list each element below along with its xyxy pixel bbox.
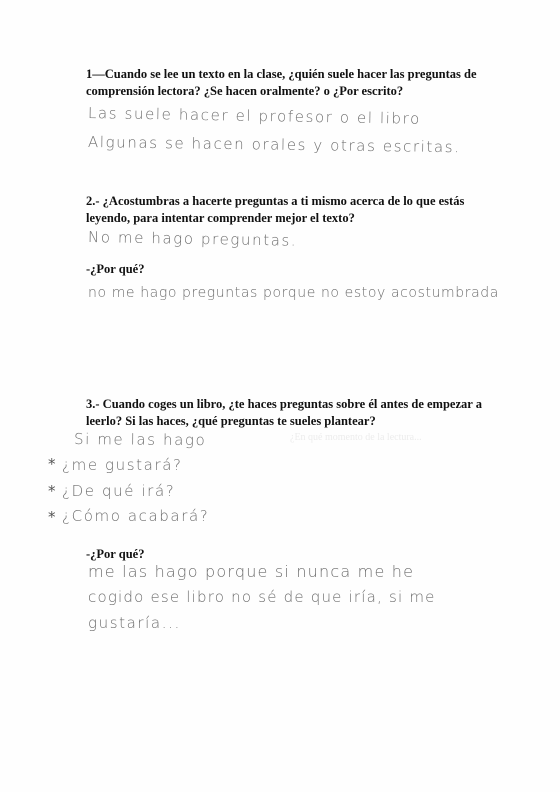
answer-3-why-line-2: cogido ese libro no sé de que iría, si me (88, 588, 436, 606)
answer-3-why-line-3: gustaría... (88, 614, 181, 632)
question-3-why-label: -¿Por qué? (86, 547, 145, 561)
question-2-prompt: 2.- ¿Acostumbras a hacerte preguntas a ti mismo acerca de lo que estás leyendo, para intentar comprender mejor el texto? (86, 194, 465, 225)
asterisk-icon: * (48, 455, 56, 473)
question-3-prompt: 3.- Cuando coges un libro, ¿te haces preguntas sobre él antes de empezar a leerlo? Si las haces, ¿qué preguntas te sueles plantear? (86, 397, 482, 428)
question-1-prompt: 1—Cuando se lee un texto en la clase, ¿quién suele hacer las preguntas de comprensión lectora? ¿Se hacen oralmente? o ¿Por escrito? (86, 67, 477, 98)
question-2-why-label: -¿Por qué? (86, 262, 145, 276)
asterisk-icon: * (48, 482, 56, 500)
answer-2-why-line-1: no me hago preguntas porque no estoy acostumbrada (88, 285, 499, 301)
answer-3-line-2: ¿me gustará? (62, 456, 183, 474)
answer-1-line-1: Las suele hacer el profesor o el libro (87, 104, 421, 128)
answer-3-why-line-1: me las hago porque si nunca me he (88, 562, 415, 581)
answer-2-line-1: No me hago preguntas. (87, 228, 298, 250)
answer-3-line-3: ¿De qué irá? (62, 482, 176, 500)
asterisk-icon: * (48, 508, 56, 526)
answer-3-line-1: Si me las hago (73, 430, 207, 450)
show-through-text: ¿En qué momento de la lectura... (290, 432, 422, 443)
answer-1-line-2: Algunas se hacen orales y otras escritas. (87, 133, 461, 157)
answer-3-line-4: ¿Cómo acabará? (62, 507, 210, 525)
